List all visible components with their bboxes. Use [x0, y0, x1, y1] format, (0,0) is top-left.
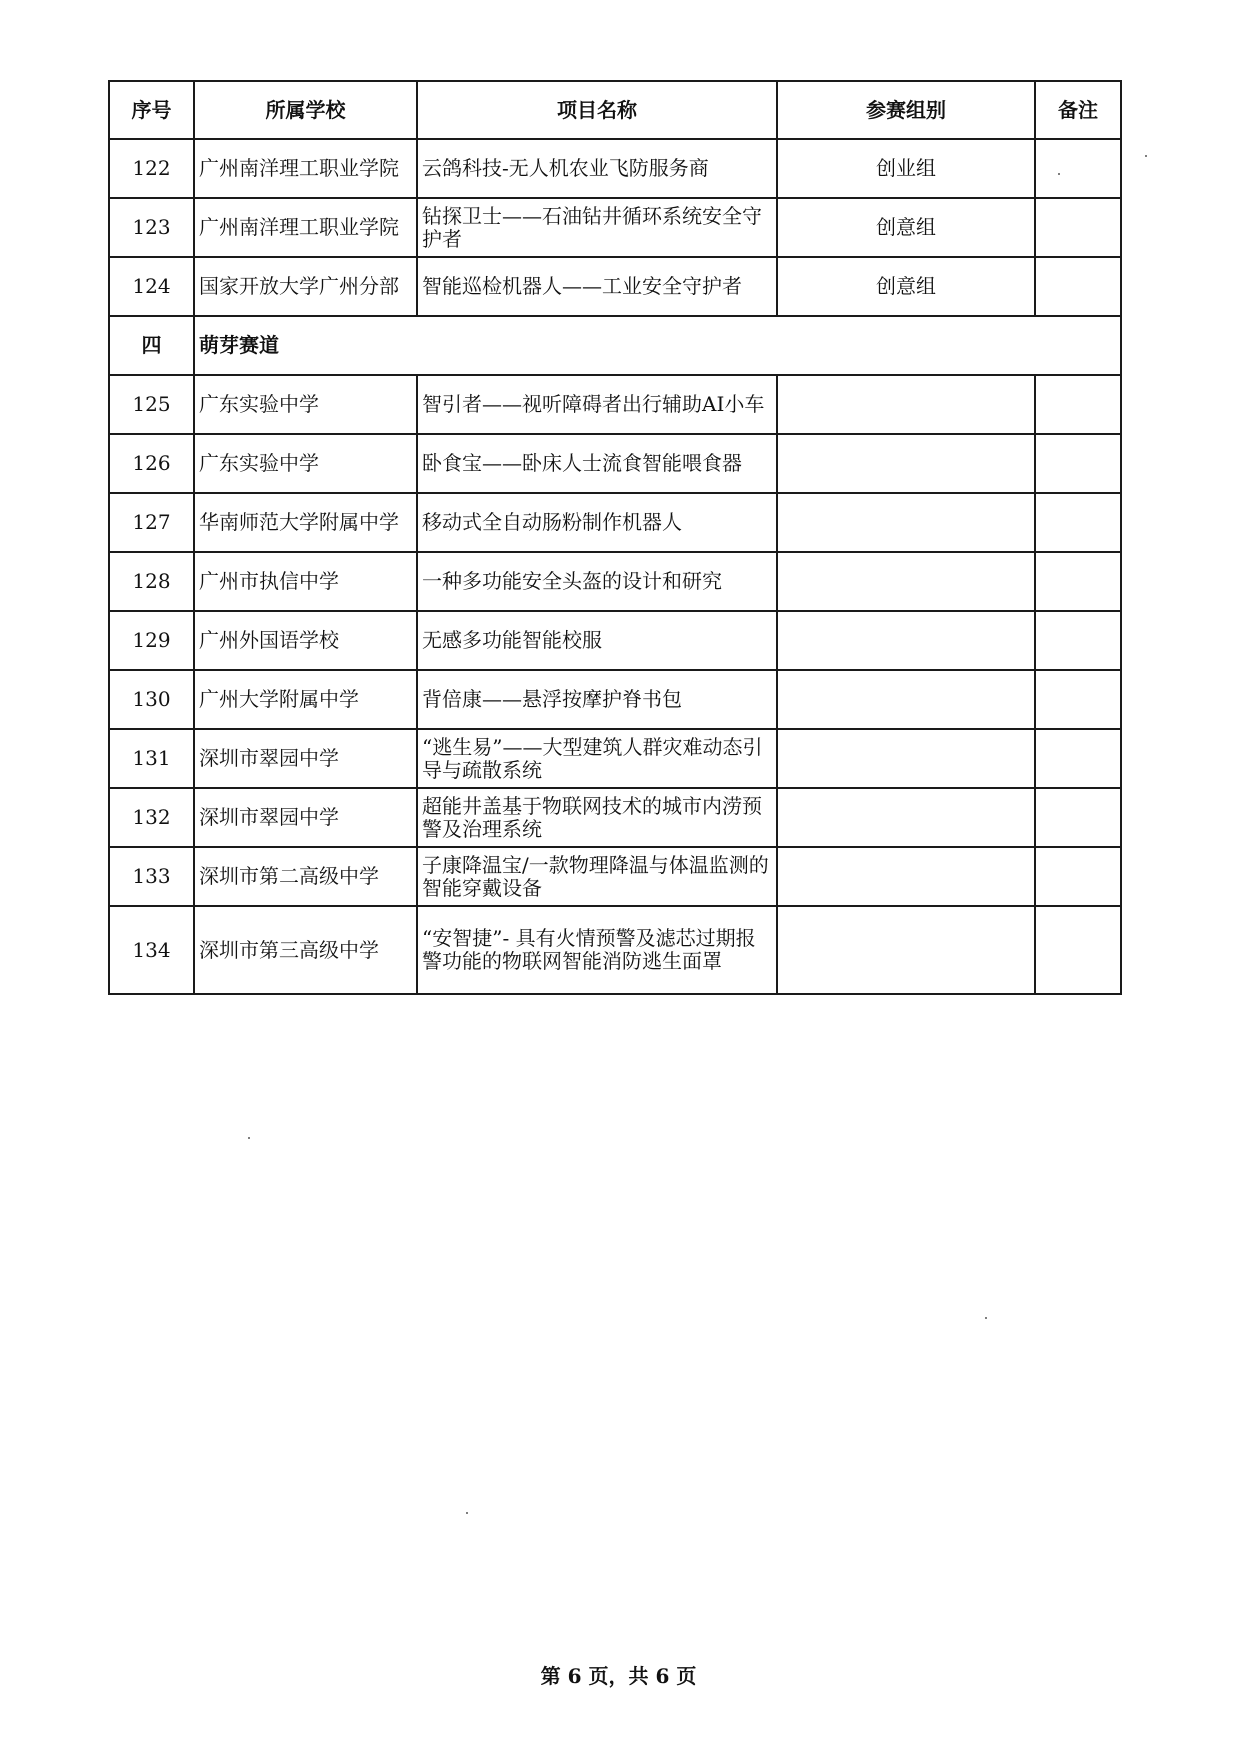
scan-speck — [985, 1317, 987, 1319]
table-row — [109, 906, 1121, 994]
cell-school: 广州市执信中学 — [194, 552, 417, 611]
cell-number: 129 — [109, 611, 194, 670]
cell-number: 134 — [109, 906, 194, 994]
table-row — [109, 139, 1121, 198]
cell-notes — [1035, 552, 1121, 611]
page-footer: 第 6 页，共 6 页 — [540, 1664, 697, 1688]
cell-notes — [1035, 198, 1121, 257]
cell-group — [777, 670, 1035, 729]
cell-school: 广州南洋理工职业学院 — [194, 139, 417, 198]
header-number: 序号 — [109, 81, 194, 139]
cell-number: 126 — [109, 434, 194, 493]
cell-school: 广州大学附属中学 — [194, 670, 417, 729]
cell-group: 创业组 — [777, 139, 1035, 198]
cell-school: 广州南洋理工职业学院 — [194, 198, 417, 257]
cell-group — [777, 375, 1035, 434]
scan-speck — [466, 1512, 468, 1514]
cell-group — [777, 906, 1035, 994]
cell-school: 深圳市翠园中学 — [194, 788, 417, 847]
table-row — [109, 552, 1121, 611]
cell-school: 广东实验中学 — [194, 434, 417, 493]
cell-notes — [1035, 847, 1121, 906]
cell-number: 125 — [109, 375, 194, 434]
cell-notes — [1035, 139, 1121, 198]
cell-project: 一种多功能安全头盔的设计和研究 — [417, 552, 777, 611]
cell-notes — [1035, 729, 1121, 788]
cell-group — [777, 493, 1035, 552]
cell-group — [777, 434, 1035, 493]
section-title: 萌芽赛道 — [194, 316, 1121, 375]
cell-school: 国家开放大学广州分部 — [194, 257, 417, 316]
cell-project: “逃生易”——大型建筑人群灾难动态引导与疏散系统 — [417, 729, 777, 788]
table-header-row — [109, 81, 1121, 139]
table-row — [109, 788, 1121, 847]
cell-project: “安智捷”- 具有火情预警及滤芯过期报警功能的物联网智能消防逃生面罩 — [417, 906, 777, 994]
cell-notes — [1035, 670, 1121, 729]
header-school: 所属学校 — [194, 81, 417, 139]
cell-number: 131 — [109, 729, 194, 788]
cell-project: 移动式全自动肠粉制作机器人 — [417, 493, 777, 552]
cell-school: 深圳市第二高级中学 — [194, 847, 417, 906]
cell-notes — [1035, 257, 1121, 316]
cell-number: 128 — [109, 552, 194, 611]
scan-speck — [248, 1137, 250, 1139]
cell-project: 智引者——视听障碍者出行辅助AI小车 — [417, 375, 777, 434]
cell-notes — [1035, 375, 1121, 434]
cell-school: 广东实验中学 — [194, 375, 417, 434]
cell-project: 智能巡检机器人——工业安全守护者 — [417, 257, 777, 316]
table-row — [109, 434, 1121, 493]
cell-number: 127 — [109, 493, 194, 552]
cell-school: 华南师范大学附属中学 — [194, 493, 417, 552]
cell-school: 深圳市翠园中学 — [194, 729, 417, 788]
header-group: 参赛组别 — [777, 81, 1035, 139]
competition-roster-table — [108, 80, 1122, 995]
cell-project: 云鸽科技-无人机农业飞防服务商 — [417, 139, 777, 198]
cell-group — [777, 611, 1035, 670]
cell-group — [777, 847, 1035, 906]
cell-group — [777, 552, 1035, 611]
cell-notes — [1035, 906, 1121, 994]
cell-project: 卧食宝——卧床人士流食智能喂食器 — [417, 434, 777, 493]
cell-number: 130 — [109, 670, 194, 729]
table-row — [109, 198, 1121, 257]
cell-number: 133 — [109, 847, 194, 906]
cell-number: 132 — [109, 788, 194, 847]
table-row — [109, 847, 1121, 906]
header-notes: 备注 — [1035, 81, 1121, 139]
cell-notes — [1035, 788, 1121, 847]
cell-project: 背倍康——悬浮按摩护脊书包 — [417, 670, 777, 729]
cell-number: 123 — [109, 198, 194, 257]
scan-speck — [1058, 173, 1060, 175]
cell-number: 124 — [109, 257, 194, 316]
cell-group: 创意组 — [777, 257, 1035, 316]
table-row — [109, 257, 1121, 316]
cell-notes — [1035, 493, 1121, 552]
scan-speck — [1145, 155, 1147, 157]
table-row — [109, 611, 1121, 670]
cell-group: 创意组 — [777, 198, 1035, 257]
cell-school: 广州外国语学校 — [194, 611, 417, 670]
table-row — [109, 493, 1121, 552]
table-row — [109, 670, 1121, 729]
cell-group — [777, 729, 1035, 788]
table-row — [109, 729, 1121, 788]
section-row — [109, 316, 1121, 375]
table-row — [109, 375, 1121, 434]
cell-notes — [1035, 611, 1121, 670]
cell-school: 深圳市第三高级中学 — [194, 906, 417, 994]
cell-project: 无感多功能智能校服 — [417, 611, 777, 670]
header-project: 项目名称 — [417, 81, 777, 139]
cell-group — [777, 788, 1035, 847]
cell-project: 子康降温宝/一款物理降温与体温监测的智能穿戴设备 — [417, 847, 777, 906]
cell-notes — [1035, 434, 1121, 493]
cell-number: 122 — [109, 139, 194, 198]
cell-project: 钻探卫士——石油钻井循环系统安全守护者 — [417, 198, 777, 257]
cell-project: 超能井盖基于物联网技术的城市内涝预警及治理系统 — [417, 788, 777, 847]
section-number: 四 — [109, 316, 194, 375]
